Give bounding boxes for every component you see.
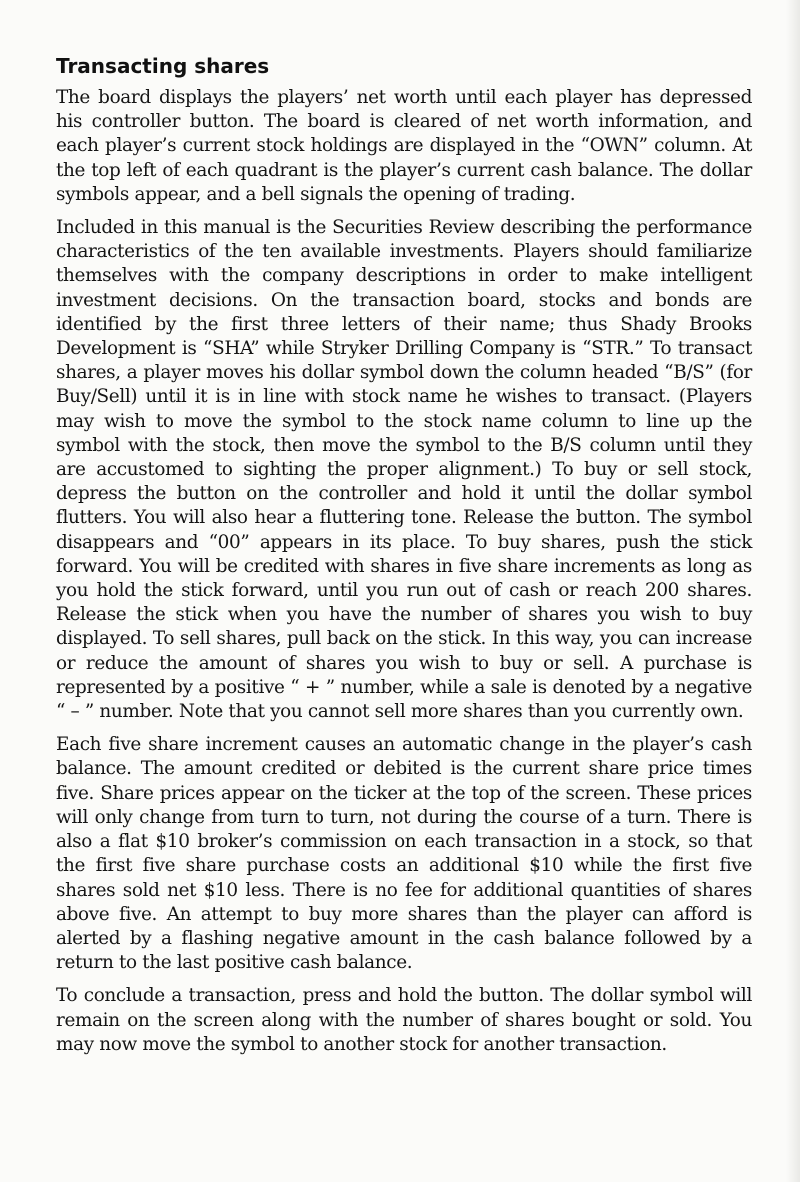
paragraph-board-display: The board displays the players’ net worth until each player has depressed his controller button. The board is cleared of net worth information, and each player’s current stock holdings are displayed in the “OWN” column. At the top left of each quadrant is the player’s current cash balance. The dollar symbols appear, and a bell signals the opening of trading. <box>56 87 752 205</box>
paragraph-cash-balance: Each five share increment causes an automatic change in the player’s cash balance. The amount credited or debited is the current share price times five. Share prices appear on the ticker at the top of the screen. These prices will only change from turn to turn, not during the course of a turn. There is also a flat $10 broker’s commission on each transaction in a stock, so that the first five share purchase costs an additional $10 while the first five shares sold net $10 less. There is no fee for additional quantities of shares above five. An attempt to buy more shares than the player can afford is alerted by a flashing negative amount in the cash balance followed by a return to the last positive cash balance. <box>56 734 752 974</box>
paragraph-transact-instructions: Included in this manual is the Securities Review describing the performance characteristics of the ten available investments. Players should familiarize themselves with the company descriptions in order to make intelligent investment decisions. On the transaction board, stocks and bonds are identified by the first three letters of their name; thus Shady Brooks Development is “SHA” while Stryker Drilling Company is “STR.” To transact shares, a player moves his dollar symbol down the column headed “B/S” (for Buy/Sell) until it is in line with stock name he wishes to transact. (Players may wish to move the symbol to the stock name column to line up the symbol with the stock, then move the symbol to the B/S column until they are accustomed to sighting the proper alignment.) To buy or sell stock, depress the button on the controller and hold it until the dollar symbol flutters. You will also hear a fluttering tone. Release the button. The symbol disappears and “00” appears in its place. To buy shares, push the stick forward. You will be credited with shares in five share increments as long as you hold the stick forward, until you run out of cash or reach 200 shares. Release the stick when you have the number of shares you wish to buy displayed. To sell shares, pull back on the stick. In this way, you can increase or reduce the amount of shares you wish to buy or sell. A purchase is represented by a positive “ + ” number, while a sale is denoted by a negative “ – ” number. Note that you cannot sell more shares than you currently own. <box>56 217 752 723</box>
page-edge-shadow <box>786 0 800 1182</box>
paragraph-conclude-transaction: To conclude a transaction, press and hold the button. The dollar symbol will remain on the screen along with the number of shares bought or sold. You may now move the symbol to another stock for another transaction. <box>56 985 752 1055</box>
section-heading: Transacting shares <box>56 54 270 78</box>
manual-page <box>56 52 752 1066</box>
